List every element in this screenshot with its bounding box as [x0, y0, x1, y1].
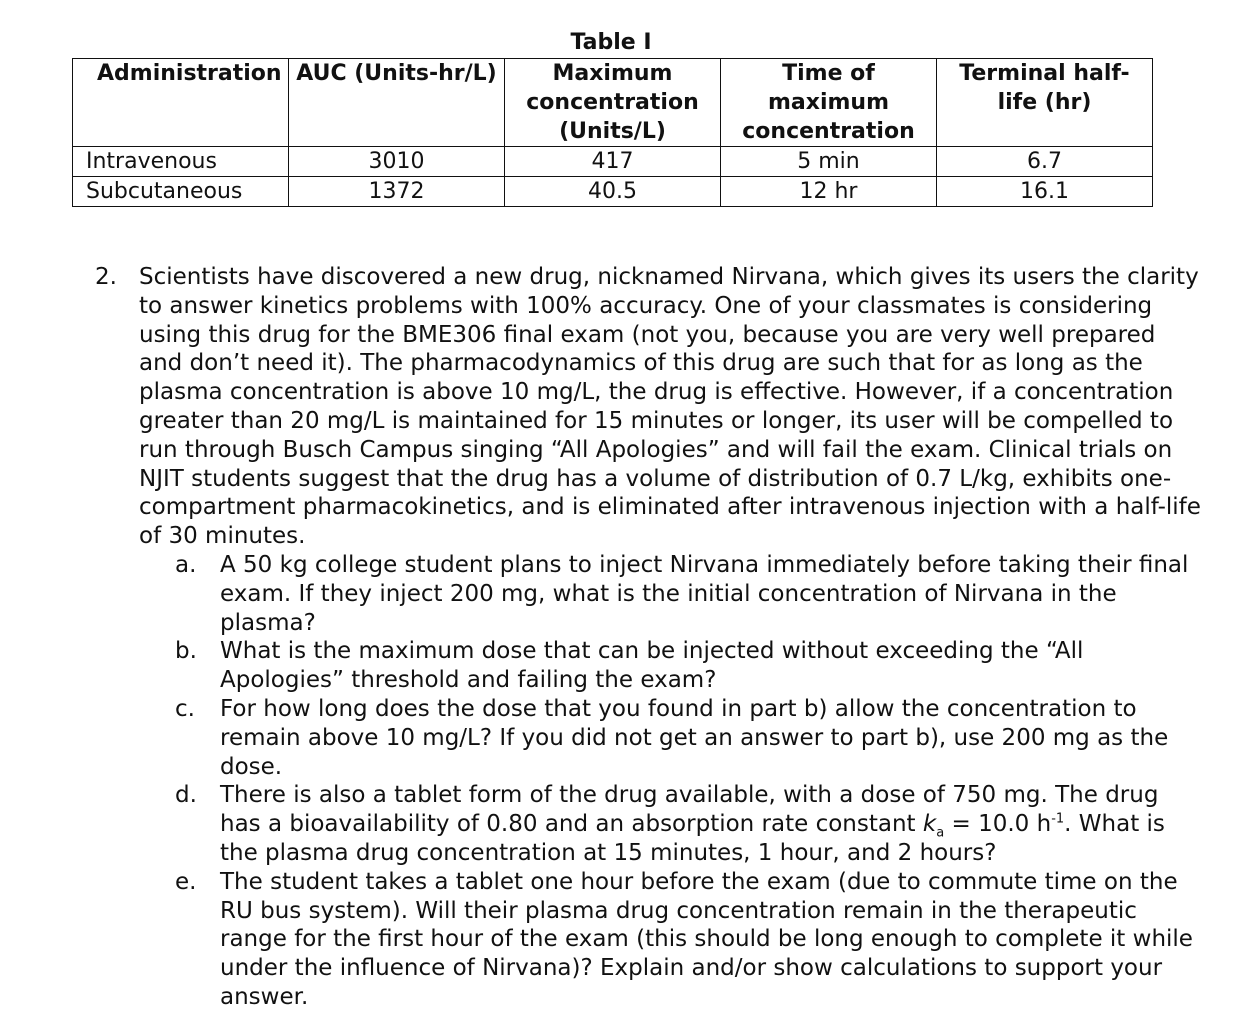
table-header-row [73, 59, 1153, 147]
cell-auc: 3010 [289, 147, 505, 177]
part-text: A 50 kg college student plans to inject Nirvana immediately before taking their final exam. If they inject 200 mg, what is the initial concentration of Nirvana in the plasma? [220, 551, 1189, 636]
question-part-c [175, 695, 1205, 781]
part-letter: e. [175, 868, 197, 895]
question-part-b [175, 637, 1205, 695]
part-text-before: There is also a tablet form of the drug available, with a dose of 750 mg. The drug has a bioavailability of 0.80 and an absorption rate constant [220, 782, 1159, 838]
question-number: 2. [95, 264, 117, 290]
cell-administration: Subcutaneous [73, 177, 289, 207]
table-row [73, 177, 1153, 207]
cell-max-concentration: 417 [505, 147, 721, 177]
cell-administration: Intravenous [73, 147, 289, 177]
part-letter: d. [175, 782, 197, 809]
question-2 [95, 263, 1205, 1012]
header-max-concentration: Maximum concentration (Units/L) [505, 59, 721, 147]
part-text-after: . What is the plasma drug concentration at 15 minutes, 1 hour, and 2 hours? [220, 811, 1165, 866]
question-part-e [175, 868, 1205, 1012]
part-text: What is the maximum dose that can be injected without exceeding the “All Apologies” threshold and failing the exam? [220, 638, 1084, 694]
header-time-of-max: Time of maximum concentration [721, 59, 937, 147]
part-letter: b. [175, 638, 197, 665]
question-text: Scientists have discovered a new drug, nicknamed Nirvana, which gives its users the clarity to answer kinetics problems with 100% accuracy. One of your classmates is considering using this drug for the BME306 final exam (not you, because you are very well prepared and don’t need it). The pharmacodynamics of this drug are such that for as long as the plasma concentration is above 10 mg/L, the drug is effective. However, if a concentration greater than 20 mg/L is maintained for 15 minutes or longer, its user will be compelled to run through Busch Campus singing “All Apologies” and will fail the exam. Clinical trials on NJIT students suggest that the drug has a volume of distribution of 0.7 L/kg, exhibits one-compartment pharmacokinetics, and is eliminated after intravenous injection with a half-life of 30 minutes. [139, 264, 1201, 550]
part-letter: a. [175, 551, 197, 578]
header-administration: Administration [73, 59, 289, 147]
question-part-a [175, 551, 1205, 637]
table-title: Table I [570, 30, 652, 55]
part-text: The student takes a tablet one hour before the exam (due to commute time on the RU bus system). Will their plasma drug concentration remain in the therapeutic range for the first hour of the exam (this should be long enough to complete it while under the influence of Nirvana)? Explain and/or show calculations to support your answer. [220, 868, 1193, 1010]
pharmacokinetics-table [72, 58, 1153, 207]
cell-half-life: 16.1 [937, 177, 1153, 207]
question-part-d [175, 781, 1205, 867]
cell-half-life: 6.7 [937, 147, 1153, 177]
table-row [73, 147, 1153, 177]
header-half-life: Terminal half-life (hr) [937, 59, 1153, 147]
cell-auc: 1372 [289, 177, 505, 207]
cell-time-of-max: 12 hr [721, 177, 937, 207]
rate-constant-subscript: a [936, 825, 945, 841]
part-text [220, 781, 1205, 867]
header-auc: AUC (Units-hr/L) [289, 59, 505, 147]
rate-constant-symbol: k [922, 811, 937, 838]
cell-time-of-max: 5 min [721, 147, 937, 177]
unit-exponent: -1 [1051, 811, 1065, 827]
part-letter: c. [175, 695, 195, 722]
cell-max-concentration: 40.5 [505, 177, 721, 207]
part-text: For how long does the dose that you found in part b) allow the concentration to remain above 10 mg/L? If you did not get an answer to part b), use 200 mg as the dose. [220, 695, 1169, 780]
part-text-mid: = 10.0 h [944, 811, 1052, 838]
